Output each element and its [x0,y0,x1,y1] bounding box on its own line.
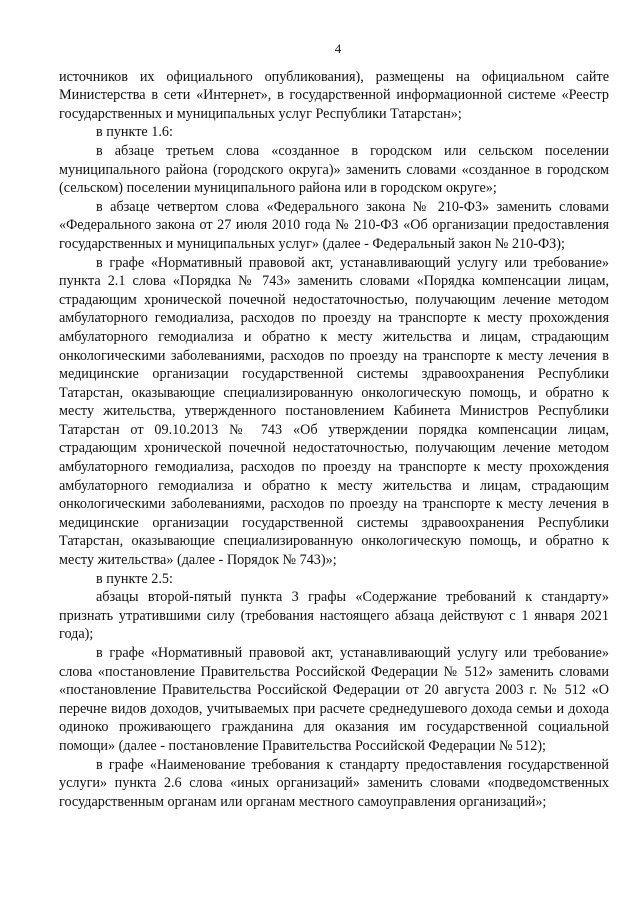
page-number: 4 [334,41,342,56]
paragraph-item-2-1: в графе «Нормативный правовой акт, устанавливающий услугу или требование» пункта 2.1 слова «Порядка № 743» заменить словами «Порядка компенсации лицам, страдающим хронической почечной недостаточностью, получающим лечение методом амбулаторного гемодиализа, расходов по проезду на транспорте к месту прохождения амбулаторного гемодиализа и обратно к месту жительства и лицам, страдающим онкологическими заболеваниями, расходов по проезду на транспорте к месту лечения в медицинские организации государственной системы здравоохранения Республики Татарстан, оказывающие специализированную онкологическую помощь, и обратно к месту жительства, утвержденного постановлением Кабинета Министров Республики Татарстан от 09.10.2013 № 743 «Об утверждении порядка компенсации лицам, страдающим хронической почечной недостаточностью, получающим лечение методом амбулаторного гемодиализа, расходов по проезду на транспорте к месту прохождения амбулаторного гемодиализа и обратно к месту жительства и лицам, страдающим онкологическими заболеваниями, расходов по проезду на транспорте к месту лечения в медицинские организации государственной системы здравоохранения Республики Татарстан, оказывающие специализированную онкологическую помощь, и обратно к месту жительства» (далее - Порядок № 743)»; [59,254,609,569]
document-page [59,40,609,811]
paragraph-item-2-6: в графе «Наименование требования к стандарту предоставления государственной услуги» пункта 2.6 слова «иных организаций» заменить словами «подведомственных государственным органам или органам местного самоуправления организаций»; [59,756,609,810]
paragraph-item-1-6-heading: в пункте 1.6: [96,124,173,141]
paragraph-item-2-5-heading: в пункте 2.5: [96,570,173,587]
paragraph-abzac-fourth: в абзаце четвертом слова «Федерального закона № 210-ФЗ» заменить словами «Федерального закона от 27 июля 2010 года № 210-ФЗ «Об организации предоставления государственных и муниципальных услуг» (далее - Федеральный закон № 210-ФЗ); [59,198,609,252]
paragraph-normative-act: в графе «Нормативный правовой акт, устанавливающий услугу или требование» слова «постановление Правительства Российской Федерации № 512» заменить словами «постановление Правительства Российской Федерации от 20 августа 2003 г. № 512 «О перечне видов доходов, учитываемых при расчете среднедушевого дохода семьи и дохода одиноко проживающего гражданина для оказания им государственной социальной помощи» (далее - постановление Правительства Российской Федерации № 512); [59,645,609,754]
paragraph-abzacs-2-5: абзацы второй-пятый пункта 3 графы «Содержание требований к стандарту» признать утратившими силу (требования настоящего абзаца действуют с 1 января 2021 года); [59,589,609,643]
paragraph-continuation: источников их официального опубликования), размещены на официальном сайте Министерства в сети «Интернет», в государственной информационной системе «Реестр государственных и муниципальных услуг Республики Татарстан»; [59,68,609,122]
paragraph-abzac-third: в абзаце третьем слова «созданное в городском или сельском поселении муниципального района (городского округа)» заменить словами «созданное в городском (сельском) поселении муниципального района или в городском округе»; [59,142,609,197]
